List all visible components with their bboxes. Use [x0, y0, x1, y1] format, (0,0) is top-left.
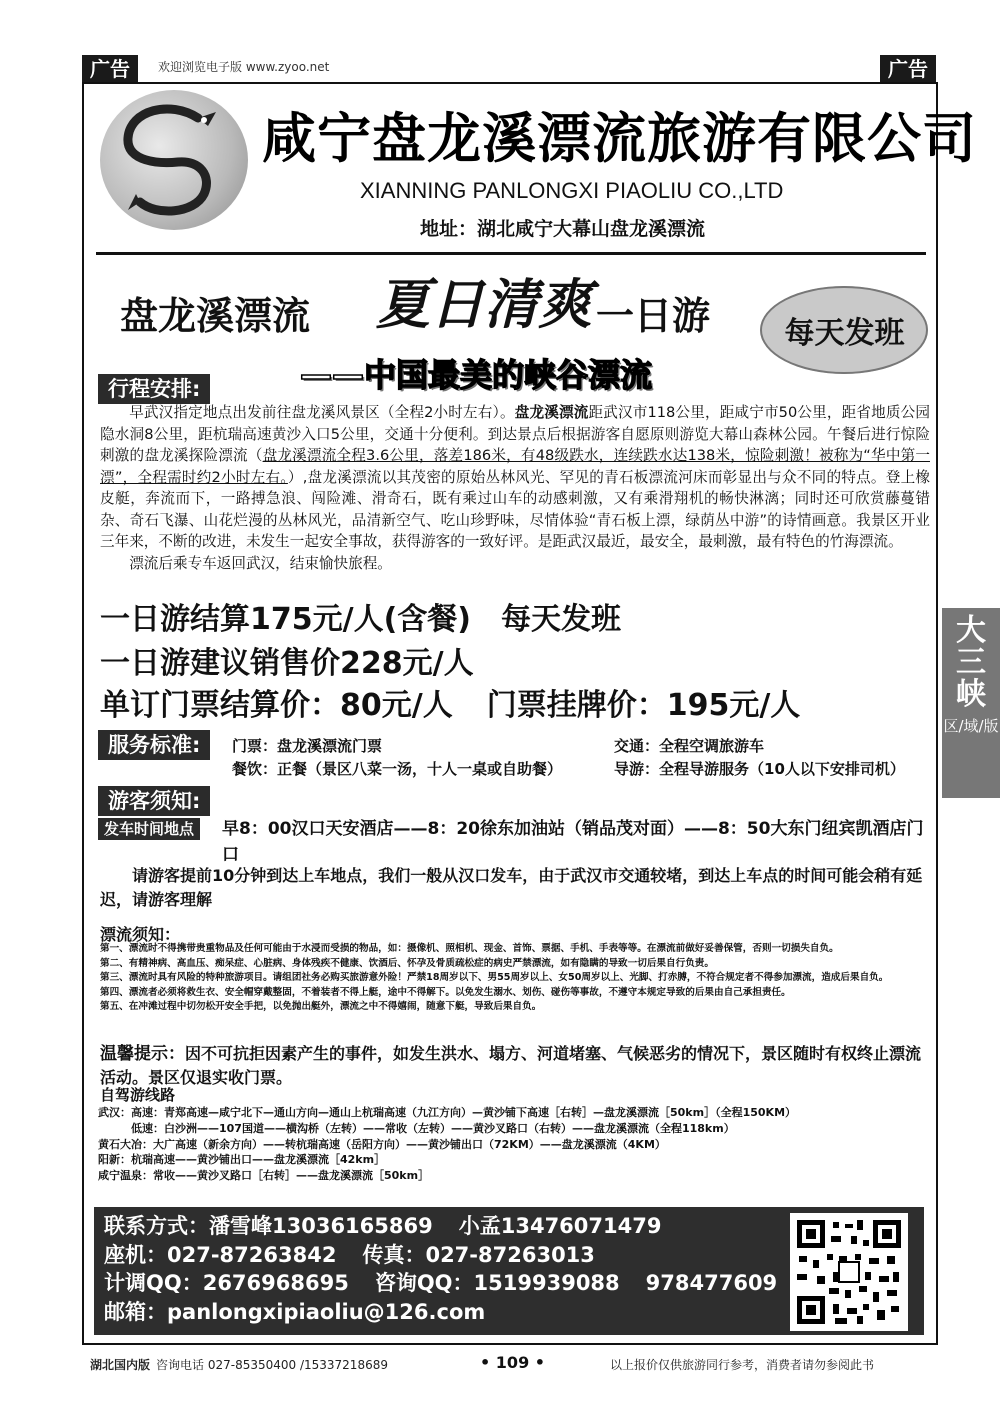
depart-tip: 请游客提前10分钟到达上车地点，我们一般从汉口发车，由于武汉市交通较堵，到达上车点的时间可能会稍有延迟，请游客理解 — [100, 866, 923, 909]
depart-label: 发车时间地点 — [98, 818, 200, 840]
contact-fax: 传真：027-87263013 — [362, 1242, 595, 1267]
company-name-en: XIANNING PANLONGXI PIAOLIU CO.,LTD — [360, 178, 784, 203]
service-meal: 餐饮：正餐（景区八菜一汤，十人一桌或自助餐） — [232, 760, 563, 778]
company-name-cn: 咸宁盘龙溪漂流旅游有限公司 — [262, 107, 977, 170]
service-ticket: 门票：盘龙溪漂流门票 — [232, 737, 383, 755]
contact-landline[interactable]: 座机：027-87263842 — [104, 1242, 337, 1267]
contact-phone-1[interactable]: 联系方式：潘雪峰13036165869 — [104, 1214, 433, 1238]
badge-daily: 每天发班 — [784, 316, 905, 351]
subtitle: ——中国最美的峡谷漂流 — [300, 356, 653, 394]
divider — [96, 252, 926, 255]
contact-qq-1[interactable]: 计调QQ：2676968695 — [104, 1271, 349, 1295]
footer-disclaimer: 以上报价仅供旅游同行参考，消费者请勿参阅此书 — [610, 1358, 875, 1372]
ad-tag-right: 广告 — [880, 55, 936, 83]
ad-tag-left: 广告 — [82, 55, 138, 83]
contact-info — [104, 1212, 777, 1326]
section-service-label: 服务标准: — [98, 730, 210, 760]
self-drive-routes — [98, 1105, 938, 1184]
service-transport: 交通：全程空调旅游车 — [614, 737, 765, 755]
title-part-3: 一日游 — [596, 294, 711, 338]
list-item: 第二、有精神病、高血压、痴呆症、心脏病、身体残疾不健康、饮酒后、怀孕及骨质疏松症的病史严禁漂流，如有隐瞒的导致一切后果自行负责。 — [100, 957, 714, 969]
price-line-1: 一日游结算175元/人(含餐) 每天发班 — [100, 602, 622, 637]
side-tab-title: 大三峡 — [956, 613, 986, 712]
list-item: 第三、漂流时具有风险的特种旅游项目。请组团社务必购买旅游意外险！严禁18周岁以下、男55周岁以上、女50周岁以上、光脚、打赤膊，不符合规定者不得参加漂流，造成后果自负。 — [100, 972, 889, 984]
list-item: 咸宁温泉：常收——黄沙叉路口［右转］——盘龙溪漂流［50km］ — [98, 1169, 430, 1183]
section-notice-label: 游客须知: — [98, 786, 210, 816]
list-item: 第一、漂流时不得携带贵重物品及任何可能由于水浸而受损的物品，如：摄像机、照相机、现金、首饰、票据、手机、手表等等。在漂流前做好妥善保管，否则一切损失自负。 — [100, 943, 839, 954]
price-line-3: 单订门票结算价：80元/人 门票挂牌价：195元/人 — [100, 688, 801, 723]
company-address: 地址：湖北咸宁大幕山盘龙溪漂流 — [420, 218, 706, 240]
rafting-rules — [100, 942, 930, 1015]
title-part-1: 盘龙溪漂流 — [120, 294, 311, 338]
itinerary-text: 早武汉指定地点出发前往盘龙溪风景区（全程2小时左右）。盘龙溪漂流距武汉市118公里，距咸宁市50公里，距省地质公园隐水洞8公里，距杭瑞高速黄沙入口5公里，交通十分便利。到达景点后根据游客自愿原则游览大幕山森林公园。午餐后进行惊险刺激的盘龙溪探险漂流（盘龙溪漂流全程3.6公里，落差186米，有48级跌水，连续跌水达138米，惊险刺激！被称为“华中第一漂”，全程需时约2小时左右。）,盘龙溪漂流以其茂密的原始丛林风光、罕见的青石板漂流河床而彰显出与众不同的特点。登上橡皮艇，奔流而下，一路搏急浪、闯险滩、滑奇石，既有乘过山车的动感刺激，又有乘滑翔机的畅快淋漓；同时还可欣赏藤蔓错杂、奇石飞瀑、山花烂漫的丛林风光，品清新空气、吃山珍野味，尽情体验“青石板上漂，绿荫丛中游”的诗情画意。我景区开业三年来，不断的改进，未发生一起安全事故，获得游客的一致好评。是距武汉最近，最安全，最刺激，最有特色的竹海漂流。 漂流后乘专车返回武汉，结束愉快旅程。 — [100, 404, 930, 572]
warm-tip: 温馨提示：因不可抗拒因素产生的事件，如发生洪水、塌方、河道堵塞、气候恶劣的情况下，景区随时有权终止漂流活动。景区仅退实收门票。 — [100, 1044, 922, 1087]
list-item: 第五、在冲滩过程中切勿松开安全手把，以免抛出艇外，漂流之中不得嬉闹，随意下艇，导致后果自负。 — [100, 1001, 542, 1013]
list-item: 黄石大冶：大广高速（新余方向）——转杭瑞高速（岳阳方向）——黄沙铺出口（72KM）——盘龙溪漂流（4KM） — [98, 1137, 666, 1151]
depart-text: 早8：00汉口天安酒店——8：20徐东加油站（销品茂对面）——8：50大东门纽宾凯酒店门口 — [222, 819, 924, 865]
qr-code-icon — [790, 1213, 908, 1331]
contact-email[interactable]: 邮箱：panlongxipiaoliu@126.com — [104, 1299, 486, 1324]
list-item: 武汉：高速：青郑高速—咸宁北下—通山方向—通山上杭瑞高速（九江方向）—黄沙铺下高速［右转］—盘龙溪漂流［50km］（全程150KM） — [98, 1106, 797, 1119]
page-number: • 109 • — [480, 1353, 545, 1372]
list-item: 阳新：杭瑞高速——黄沙铺出口——盘龙溪漂流［42km］ — [98, 1153, 386, 1167]
service-guide: 导游：全程导游服务（10人以下安排司机） — [614, 760, 905, 778]
list-item: 第四、漂流者必须将救生衣、安全帽穿戴整固，不着装者不得上艇，途中不得解下。以免发生溺水、划伤、碰伤等事故，不遵守本规定导致的后果由自己承担责任。 — [100, 986, 791, 998]
price-line-2: 一日游建议销售价228元/人 — [100, 646, 474, 681]
side-tab-subtitle: 区/域/版 — [943, 717, 999, 735]
section-itinerary-label: 行程安排: — [98, 374, 210, 404]
list-item: 低速：白沙洲——107国道——横沟桥（左转）——常收（左转）——黄沙叉路口（右转）——盘龙溪漂流（全程118km） — [98, 1121, 735, 1135]
contact-qq-3[interactable]: 978477609 — [645, 1271, 778, 1295]
browse-link-text[interactable]: 欢迎浏览电子版 www.zyoo.net — [158, 60, 330, 74]
contact-phone-2[interactable]: 小孟13476071479 — [458, 1214, 662, 1238]
title-part-2: 夏日清爽 — [376, 272, 592, 336]
self-drive-heading: 自驾游线路 — [100, 1086, 176, 1104]
contact-qq-2[interactable]: 咨询QQ：1519939088 — [374, 1271, 620, 1295]
rafting-heading: 漂流须知： — [100, 925, 181, 944]
dragon-logo-icon — [100, 90, 248, 230]
footer-left: 湖北国内版 咨询电话 027-85350400 /15337218689 — [90, 1358, 388, 1372]
